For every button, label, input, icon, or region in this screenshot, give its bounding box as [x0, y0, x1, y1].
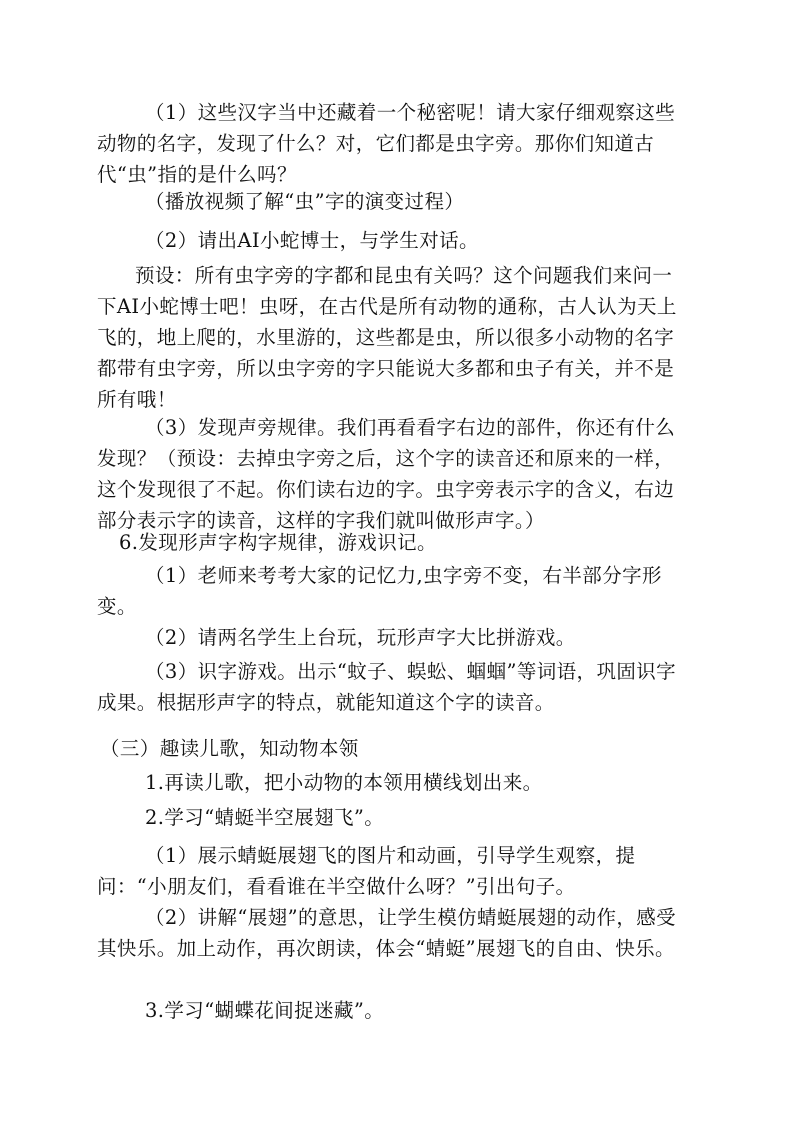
paragraph-show-dragonfly: （1）展示蜻蜓展翅飞的图片和动画，引导学生观察，提问：“小朋友们，看看谁在半空做什么呀？”引出句子。: [97, 844, 636, 898]
paragraph-game-two-students: （2）请两名学生上台玩，玩形声字大比拼游戏。: [145, 626, 576, 649]
paragraph-play-video: （播放视频了解“虫”字的演变过程）: [145, 190, 465, 213]
paragraph-literacy-game: （3）识字游戏。出示“蚊子、蜈蚣、蝈蝈”等词语，巩固识字成果。根据形声字的特点，就能知道这个字的读音。: [97, 660, 677, 714]
paragraph-memory-test: （1）老师来考考大家的记忆力,虫字旁不变，右半部分字形变。: [97, 564, 662, 618]
paragraph-sound-radical-rule: （3）发现声旁规律。我们再看看字右边的部件，你还有什么发现？（预设：去掉虫字旁之后，这个字的读音还和原来的一样，这个发现很了不起。你们读右边的字。虫字旁表示字的含义，右边部分表示字的读音，这样的字我们就叫做形声字。）: [97, 416, 676, 532]
paragraph-step-6-heading: 6.发现形声字构字规律，游戏识记。: [119, 531, 437, 554]
paragraph-ai-snake-doctor: （2）请出AI小蛇博士，与学生对话。: [145, 229, 479, 252]
paragraph-reread-song: 1.再读儿歌，把小动物的本领用横线划出来。: [145, 771, 543, 794]
section-heading-three: （三）趣读儿歌，知动物本领: [100, 737, 359, 760]
paragraph-learn-dragonfly: 2.学习“蜻蜓半空展翅飞”。: [145, 806, 385, 829]
paragraph-learn-butterfly: 3.学习“蝴蝶花间捉迷藏”。: [145, 999, 385, 1022]
paragraph-preset-answer: 预设：所有虫字旁的字都和昆虫有关吗？这个问题我们来问一下AI小蛇博士吧！虫呀，在古代是所有动物的通称，古人认为天上飞的，地上爬的，水里游的，这些都是虫，所以很多小动物的名字都带有虫字旁，所以虫字旁的字只能说大多都和虫子有关，并不是所有哦！: [97, 264, 677, 411]
paragraph-secret-of-characters: （1）这些汉字当中还藏着一个秘密呢！请大家仔细观察这些动物的名字，发现了什么？对，它们都是虫字旁。那你们知道古代“虫”指的是什么吗？: [97, 101, 676, 186]
paragraph-explain-spread-wings: （2）讲解“展翅”的意思，让学生模仿蜻蜓展翅的动作，感受其快乐。加上动作，再次朗读，体会“蜻蜓”展翅飞的自由、快乐。: [97, 906, 677, 960]
